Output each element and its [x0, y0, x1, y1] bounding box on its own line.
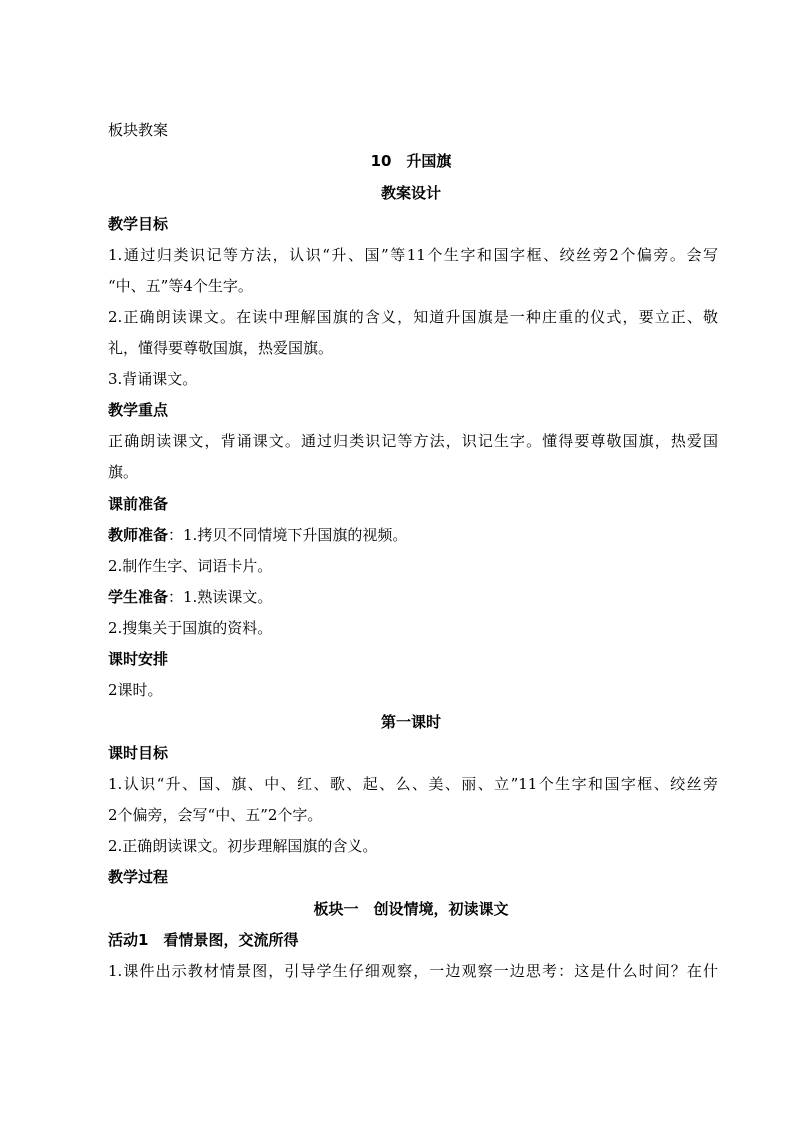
header-label: 板块教案	[108, 121, 169, 139]
lesson-obj-1-line2: 2个偏旁，会写“中、五”2个字。	[108, 806, 323, 824]
block-one-title-text: 板块一 创设情境，初读课文	[313, 900, 509, 918]
student-prep-1	[108, 587, 272, 607]
block-one-title	[0, 899, 794, 919]
first-lesson-title: 第一课时	[380, 713, 441, 731]
student-prep-2: 2.搜集关于国旗的资料。	[108, 619, 273, 637]
design-title: 教案设计	[380, 184, 441, 202]
student-prep-label: 学生准备	[108, 588, 169, 606]
lesson-objectives-heading: 课时目标	[108, 744, 169, 762]
key-line2: 旗。	[108, 463, 139, 481]
prep-heading: 课前准备	[108, 495, 169, 513]
teacher-prep-2: 2.制作生字、词语卡片。	[108, 557, 273, 575]
process-heading: 教学过程	[108, 868, 169, 886]
objective-1-line1: 1.通过归类识记等方法，认识“升、国”等11个生字和国字框、绞丝旁2个偏旁。会写	[108, 246, 718, 264]
key-line1: 正确朗读课文，背诵课文。通过归类识记等方法，识记生字。懂得要尊敬国旗，热爱国	[108, 432, 718, 450]
objective-2-line2: 礼，懂得要尊敬国旗，热爱国旗。	[108, 339, 334, 357]
objective-1-line2: “中、五”等4个生字。	[108, 277, 253, 295]
schedule-text: 2课时。	[108, 681, 163, 699]
activity-1-title: 活动1 看情景图，交流所得	[108, 931, 299, 949]
objectives-heading: 教学目标	[108, 215, 169, 233]
schedule-heading: 课时安排	[108, 650, 169, 668]
teacher-prep-1-text: ：1.拷贝不同情境下升国旗的视频。	[168, 526, 408, 544]
objective-2-line1: 2.正确朗读课文。在读中理解国旗的含义，知道升国旗是一种庄重的仪式，要立正、敬	[108, 308, 718, 326]
lesson-obj-2: 2.正确朗读课文。初步理解国旗的含义。	[108, 837, 378, 855]
activity-1-line1: 1.课件出示教材情景图，引导学生仔细观察，一边观察一边思考：这是什么时间？在什	[108, 962, 718, 980]
key-heading: 教学重点	[108, 401, 169, 419]
teacher-prep-label: 教师准备	[108, 526, 169, 544]
objective-3: 3.背诵课文。	[108, 370, 198, 388]
student-prep-1-text: ：1.熟读课文。	[168, 588, 273, 606]
lesson-obj-1-line1: 1.认识“升、国、旗、中、红、歌、起、么、美、丽、立”11个生字和国字框、绞丝旁	[108, 775, 718, 793]
teacher-prep-1	[108, 525, 407, 545]
lesson-title: 10 升国旗	[370, 152, 452, 170]
